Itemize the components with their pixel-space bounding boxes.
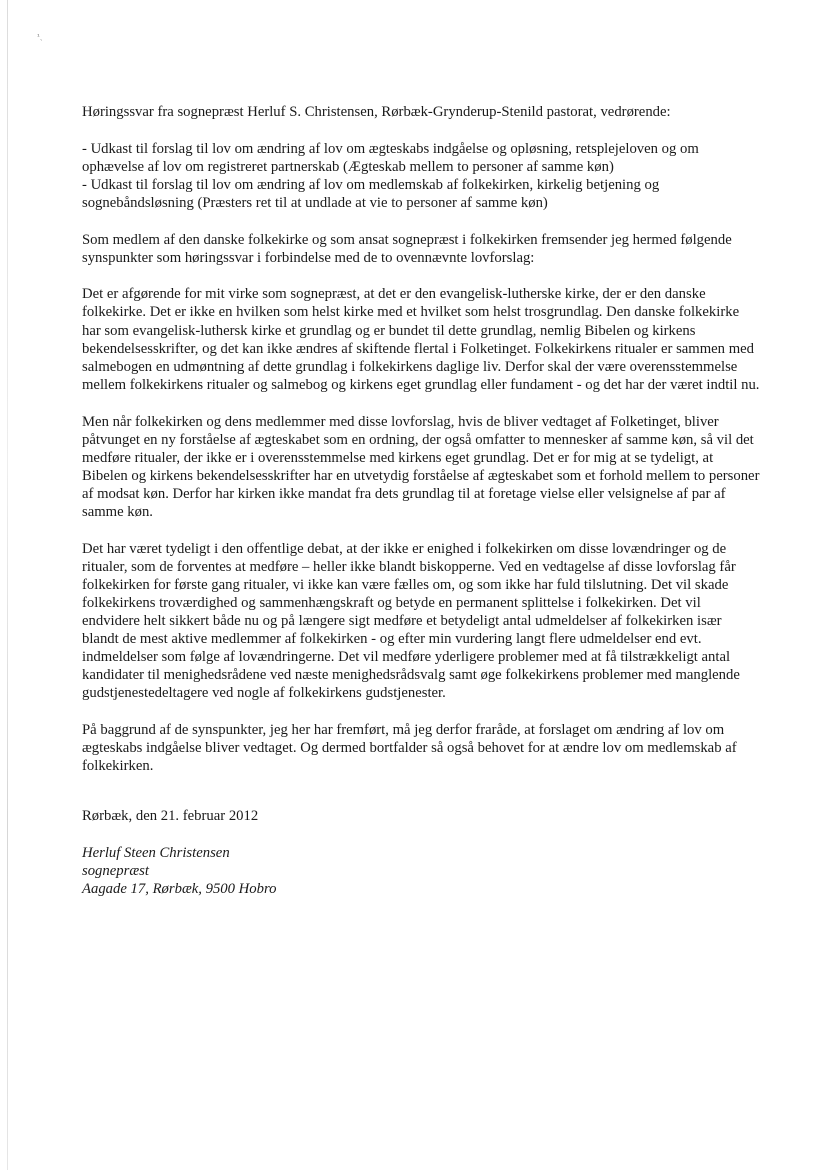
paragraph-marriage-understanding: Men når folkekirken og dens medlemmer med disse lovforslag, hvis de bliver vedtaget af Folketinget, bliver påtvunget en ny forståelse af ægteskabet som en ordning, der også omfatter to mennesker af samme køn, så vil det medføre ritualer, der ikke er i overensstemmelse med kirkens eget grundlag. Det er for mig at se tydeligt, at Bibelen og kirkens bekendelsesskrifter har en utvetydig forståelse af ægteskabet som et forhold mellem to personer af modsat køn. Derfor har kirken ikke mandat fra dets grundlag til at foretage vielse eller velsignelse af par af samme køn. — [82, 413, 760, 520]
date-line: Rørbæk, den 21. februar 2012 — [82, 808, 259, 825]
paragraph-intro: Som medlem af den danske folkekirke og som ansat sognepræst i folkekirken fremsender jeg hermed følgende synspunkter som høringssvar i forbindelse med de to ovennævnte lovforslag: — [82, 231, 732, 266]
letter-heading: Høringssvar fra sognepræst Herluf S. Christensen, Rørbæk-Grynderup-Stenild pastorat, vedrørende: — [82, 104, 671, 120]
proposal-item-1: - Udkast til forslag til lov om ændring af lov om ægteskabs indgåelse og opløsning, retsplejeloven og om ophævelse af lov om registreret partnerskab (Ægteskab mellem to personer af samme køn) — [82, 140, 699, 175]
paragraph-consequences: Det har været tydeligt i den offentlige debat, at der ikke er enighed i folkekirken om disse lovændringer og de ritualer, som de forventes at medføre – heller ikke blandt biskopperne. Ved en vedtagelse af disse lovforslag får folkekirken for første gang ritualer, vi ikke kan være fælles om, og som ikke har fuld tilslutning. Det vil skade folkekirkens troværdighed og sammenhængskraft og betyde en permanent splittelse i folkekirken. Det vil endvidere helt sikkert både nu og på længere sigt medføre et betydeligt antal udmeldelser af folkekirken især blandt de mest aktive medlemmer af folkekirken - og efter min vurdering langt flere udmeldelser end evt. indmeldelser som følge af lovændringerne. Det vil medføre yderligere problemer med at få tilstrækkeligt antal kandidater til menighedsrådene ved næste menighedsrådsvalg samt øge folkekirkens problemer med manglende gudstjenestedeltagere ved nogle af folkekirkens gudstjenester. — [82, 540, 740, 702]
signature-title: sognepræst — [82, 863, 149, 880]
paragraph-conclusion: På baggrund af de synspunkter, jeg her har fremført, må jeg derfor fraråde, at forslaget om ændring af lov om ægteskabs indgåelse bliver vedtaget. Og dermed bortfalder så også behovet for at ændre lov om medlemskab af folkekirken. — [82, 722, 737, 775]
scan-edge-line — [7, 0, 8, 1170]
letter-body — [82, 103, 760, 898]
signature-name: Herluf Steen Christensen — [82, 844, 230, 861]
paragraph-foundation: Det er afgørende for mit virke som sognepræst, at det er den evangelisk-lutherske kirke, der er den danske folkekirke. Det er ikke en hvilken som helst kirke med et hvilket som helst trosgrundlag. Den danske folkekirke har som evangelisk-luthersk kirke et grundlag og er bundet til dette grundlag, nemlig Bibelen og kirkens bekendelsesskrifter, og det kan ikke ændres af skiftende flertal i Folketinget. Folkekirkens ritualer er sammen med salmebogen en udmøntning af dette grundlag i folkekirkens daglige liv. Derfor skal der være overensstemmelse mellem folkekirkens ritualer og salmebog og kirkens eget grundlag eller fundament - og det har der været indtil nu. — [82, 286, 760, 393]
signature-block — [82, 844, 760, 898]
proposal-list — [82, 140, 760, 212]
proposal-item-2: - Udkast til forslag til lov om ændring af lov om medlemskab af folkekirken, kirkelig betjening og sognebåndsløsning (Præsters ret til at undlade at vie to personer af samme køn) — [82, 176, 660, 211]
scan-mark: ¹ˎ — [37, 33, 44, 41]
signature-address: Aagade 17, Rørbæk, 9500 Hobro — [82, 881, 277, 898]
